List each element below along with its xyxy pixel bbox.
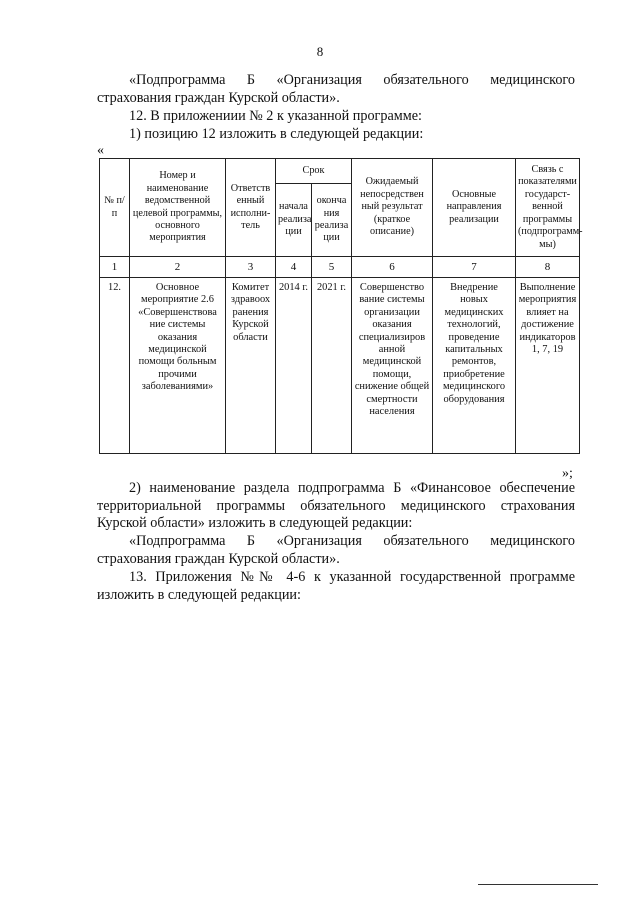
header-directions: Основные направления реализации [433, 159, 516, 257]
table-row [100, 278, 580, 454]
header-term: Срок [276, 159, 352, 184]
header-end: оконча ния реализа ции [312, 184, 352, 257]
row-directions: Внедрение новых медицинских технологий, проведение капитальных ремонтов, приобретение медицинского оборудования [433, 278, 516, 454]
col-number: 3 [226, 257, 276, 278]
column-number-row [100, 257, 580, 278]
col-number: 8 [516, 257, 580, 278]
header-result: Ожидаемый непосредствен ный результат (краткое описание) [352, 159, 433, 257]
col-number: 7 [433, 257, 516, 278]
page-number: 8 [316, 44, 324, 59]
footer-rule [478, 884, 598, 885]
quote-open-mark: « [97, 143, 104, 158]
col-number: 2 [130, 257, 226, 278]
header-start: начала реализа ции [276, 184, 312, 257]
header-num: № п/п [100, 159, 130, 257]
after-subprogram-title: «Подпрограмма Б «Организация обязательного медицинского страхования граждан Курской области». [97, 533, 575, 567]
row-end: 2021 г. [312, 278, 352, 454]
row-name: Основное мероприятие 2.6 «Совершенствова ние системы оказания медицинской помощи больным прочими заболеваниями» [130, 278, 226, 454]
col-number: 6 [352, 257, 433, 278]
quote-close-mark: »; [562, 466, 573, 481]
header-responsible: Ответств енный исполни- тель [226, 159, 276, 257]
intro-appendix-2: 12. В приложениии № 2 к указанной программе: [129, 108, 422, 124]
after-section-name: 2) наименование раздела подпрограмма Б «Финансовое обеспечение территориальной программы обязательного медицинского страхования Курской области» изложить в следующей редакции: [97, 480, 575, 531]
header-link: Связь с показателями государст- венной программы (подпрограмм- мы) [516, 159, 580, 257]
intro-subprogram-title: «Подпрограмма Б «Организация обязательного медицинского страхования граждан Курской области». [97, 72, 575, 106]
row-responsible: Комитет здравоох ранения Курской области [226, 278, 276, 454]
table-header-row [100, 159, 580, 184]
program-table [99, 158, 583, 454]
row-link: Выполнение мероприятия влияет на достижение индикаторов 1, 7, 19 [516, 278, 580, 454]
row-result: Совершенство вание системы организации оказания специализиров анной медицинской помощи, снижение общей смертности населения [352, 278, 433, 454]
col-number: 1 [100, 257, 130, 278]
intro-position-12: 1) позицию 12 изложить в следующей редакции: [129, 126, 424, 142]
row-num: 12. [100, 278, 130, 454]
col-number: 5 [312, 257, 352, 278]
after-appendices: 13. Приложения №№ 4-6 к указанной государственной программе изложить в следующей редакции: [97, 569, 575, 603]
header-name: Номер и наименование ведомственной целевой программы, основного мероприятия [130, 159, 226, 257]
col-number: 4 [276, 257, 312, 278]
row-start: 2014 г. [276, 278, 312, 454]
